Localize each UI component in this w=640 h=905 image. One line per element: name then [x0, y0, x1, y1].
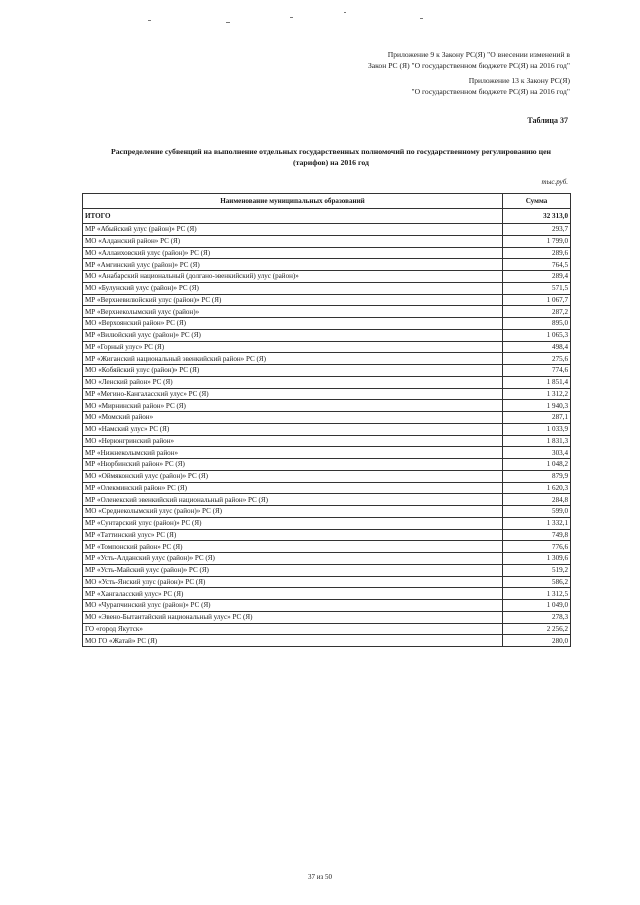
table-row — [83, 365, 571, 377]
subsidy-amount: 1 065,3 — [503, 329, 571, 341]
subsidy-amount: 2 256,2 — [503, 623, 571, 635]
subsidy-amount: 498,4 — [503, 341, 571, 353]
subsidy-amount: 1 067,7 — [503, 294, 571, 306]
units-label: тыс.руб. — [541, 178, 568, 186]
subsidy-amount: 284,8 — [503, 494, 571, 506]
subsidy-amount: 1 049,0 — [503, 600, 571, 612]
table-row — [83, 482, 571, 494]
subsidy-amount: 586,2 — [503, 576, 571, 588]
total-row — [83, 209, 571, 224]
table-row — [83, 282, 571, 294]
document-title — [88, 146, 574, 168]
municipality-name: МР «Вилюйский улус (район)» РС (Я) — [83, 329, 503, 341]
municipality-name: МО «Кобяйский улус (район)» РС (Я) — [83, 365, 503, 377]
table-row — [83, 400, 571, 412]
municipality-name: МР «Оленекский эвенкийский национальный район» РС (Я) — [83, 494, 503, 506]
table-row — [83, 635, 571, 647]
total-label: ИТОГО — [83, 209, 503, 224]
column-header-name: Наименование муниципальных образований — [83, 194, 503, 209]
subsidy-amount: 303,4 — [503, 447, 571, 459]
table-row — [83, 588, 571, 600]
subsidy-amount: 774,6 — [503, 365, 571, 377]
subsidy-amount: 1 799,0 — [503, 235, 571, 247]
appendix-line-2: Закон РС (Я) "О государственном бюджете РС(Я) на 2016 год" — [367, 60, 570, 70]
subsidy-amount: 776,6 — [503, 541, 571, 553]
table-row — [83, 435, 571, 447]
municipality-name: МР «Верхневилюйский улус (район)» РС (Я) — [83, 294, 503, 306]
municipality-name: МО «Алданский район» РС (Я) — [83, 235, 503, 247]
table-row — [83, 224, 571, 236]
table-row — [83, 447, 571, 459]
municipality-name: МР «Амгинский улус (район)» РС (Я) — [83, 259, 503, 271]
table-row — [83, 470, 571, 482]
table-row — [83, 329, 571, 341]
municipality-name: МР «Усть-Майский улус (район)» РС (Я) — [83, 564, 503, 576]
municipality-name: МО «Ленский район» РС (Я) — [83, 376, 503, 388]
subsidy-amount: 764,5 — [503, 259, 571, 271]
municipality-name: МО «Булунский улус (район)» РС (Я) — [83, 282, 503, 294]
table-row — [83, 623, 571, 635]
table-row — [83, 376, 571, 388]
table-row — [83, 318, 571, 330]
column-header-sum: Сумма — [503, 194, 571, 209]
subsidy-amount: 1 940,3 — [503, 400, 571, 412]
scan-speck — [344, 12, 346, 13]
municipality-name: МО «Верхоянский район» РС (Я) — [83, 318, 503, 330]
table-row — [83, 388, 571, 400]
subsidy-amount: 571,5 — [503, 282, 571, 294]
municipality-name: ГО «город Якутск» — [83, 623, 503, 635]
municipality-name: МР «Мегино-Кангаласский улус» РС (Я) — [83, 388, 503, 400]
scan-speck — [290, 17, 293, 18]
municipality-name: МР «Томпонский район» РС (Я) — [83, 541, 503, 553]
table-row — [83, 341, 571, 353]
subsidy-amount: 287,1 — [503, 412, 571, 424]
table-row — [83, 576, 571, 588]
table-row — [83, 294, 571, 306]
appendix-header-1 — [368, 50, 570, 71]
subsidy-amount: 1 851,4 — [503, 376, 571, 388]
subsidy-amount: 519,2 — [503, 564, 571, 576]
appendix-header-2 — [411, 76, 570, 97]
appendix-line-4: "О государственном бюджете РС(Я) на 2016 год" — [411, 86, 570, 96]
subsidy-amount: 1 312,5 — [503, 588, 571, 600]
municipality-name: МО «Анабарский национальный (долгано-эвенкийский) улус (район)» — [83, 271, 503, 283]
table-row — [83, 271, 571, 283]
subsidy-amount: 289,6 — [503, 247, 571, 259]
page-number: 37 из 50 — [307, 873, 332, 881]
municipality-name: МР «Нюрбинский район» РС (Я) — [83, 459, 503, 471]
table-row — [83, 412, 571, 424]
table-row — [83, 600, 571, 612]
scan-speck — [420, 18, 423, 19]
municipality-name: МО «Мирнинский район» РС (Я) — [83, 400, 503, 412]
table-row — [83, 529, 571, 541]
subsidy-amount: 275,6 — [503, 353, 571, 365]
municipality-name: МР «Сунтарский улус (район)» РС (Я) — [83, 517, 503, 529]
municipality-name: МО «Усть-Янский улус (район)» РС (Я) — [83, 576, 503, 588]
municipality-name: МР «Хангаласский улус» РС (Я) — [83, 588, 503, 600]
municipality-name: МО ГО «Жатай» РС (Я) — [83, 635, 503, 647]
municipality-name: МР «Верхнеколымский улус (район)» — [83, 306, 503, 318]
municipality-name: МО «Момский район» — [83, 412, 503, 424]
table-row — [83, 235, 571, 247]
municipality-name: МР «Горный улус» РС (Я) — [83, 341, 503, 353]
table-row — [83, 611, 571, 623]
table-row — [83, 353, 571, 365]
municipality-name: МО «Оймяконский улус (район)» РС (Я) — [83, 470, 503, 482]
table-number: Таблица 37 — [527, 116, 568, 125]
table-row — [83, 247, 571, 259]
subsidy-table — [82, 193, 571, 647]
subsidy-amount: 1 831,3 — [503, 435, 571, 447]
table-row — [83, 259, 571, 271]
total-value: 32 313,0 — [503, 209, 571, 224]
subsidy-amount: 1 620,3 — [503, 482, 571, 494]
subsidy-amount: 895,0 — [503, 318, 571, 330]
table-row — [83, 553, 571, 565]
table-row — [83, 541, 571, 553]
subsidy-amount: 287,2 — [503, 306, 571, 318]
subsidy-amount: 1 309,6 — [503, 553, 571, 565]
table-row — [83, 506, 571, 518]
scan-speck — [148, 20, 151, 21]
subsidy-amount: 293,7 — [503, 224, 571, 236]
municipality-name: МР «Таттинский улус» РС (Я) — [83, 529, 503, 541]
municipality-name: МР «Усть-Алданский улус (район)» РС (Я) — [83, 553, 503, 565]
table-row — [83, 564, 571, 576]
subsidy-amount: 599,0 — [503, 506, 571, 518]
municipality-name: МР «Нижнеколымский район» — [83, 447, 503, 459]
municipality-name: МО «Нерюнгринский район» — [83, 435, 503, 447]
title-line-2: (тарифов) на 2016 год — [293, 158, 369, 167]
municipality-name: МО «Аллаиховский улус (район)» РС (Я) — [83, 247, 503, 259]
subsidy-amount: 1 332,1 — [503, 517, 571, 529]
subsidy-amount: 1 033,9 — [503, 423, 571, 435]
title-line-1: Распределение субвенций на выполнение отдельных государственных полномочий по государственному регулированию цен — [110, 147, 552, 156]
appendix-line-3: Приложение 13 к Закону РС(Я) — [468, 76, 570, 85]
municipality-name: МО «Эвено-Бытантайский национальный улус» РС (Я) — [83, 611, 503, 623]
table-row — [83, 423, 571, 435]
table-row — [83, 459, 571, 471]
municipality-name: МО «Чурапчинский улус (район)» РС (Я) — [83, 600, 503, 612]
municipality-name: МР «Олекминский район» РС (Я) — [83, 482, 503, 494]
subsidy-amount: 289,4 — [503, 271, 571, 283]
subsidy-amount: 1 312,2 — [503, 388, 571, 400]
municipality-name: МО «Намский улус» РС (Я) — [83, 423, 503, 435]
scan-speck — [226, 22, 230, 23]
municipality-name: МР «Жиганский национальный эвенкийский район» РС (Я) — [83, 353, 503, 365]
table-header-row — [83, 194, 571, 209]
table-row — [83, 517, 571, 529]
subsidy-amount: 280,0 — [503, 635, 571, 647]
table-row — [83, 306, 571, 318]
subsidy-amount: 749,8 — [503, 529, 571, 541]
table-row — [83, 494, 571, 506]
subsidy-amount: 278,3 — [503, 611, 571, 623]
municipality-name: МО «Среднеколымский улус (район)» РС (Я) — [83, 506, 503, 518]
subsidy-amount: 879,9 — [503, 470, 571, 482]
appendix-line-1: Приложение 9 к Закону РС(Я) "О внесении изменений в — [387, 50, 570, 59]
municipality-name: МР «Абыйский улус (район)» РС (Я) — [83, 224, 503, 236]
subsidy-amount: 1 048,2 — [503, 459, 571, 471]
